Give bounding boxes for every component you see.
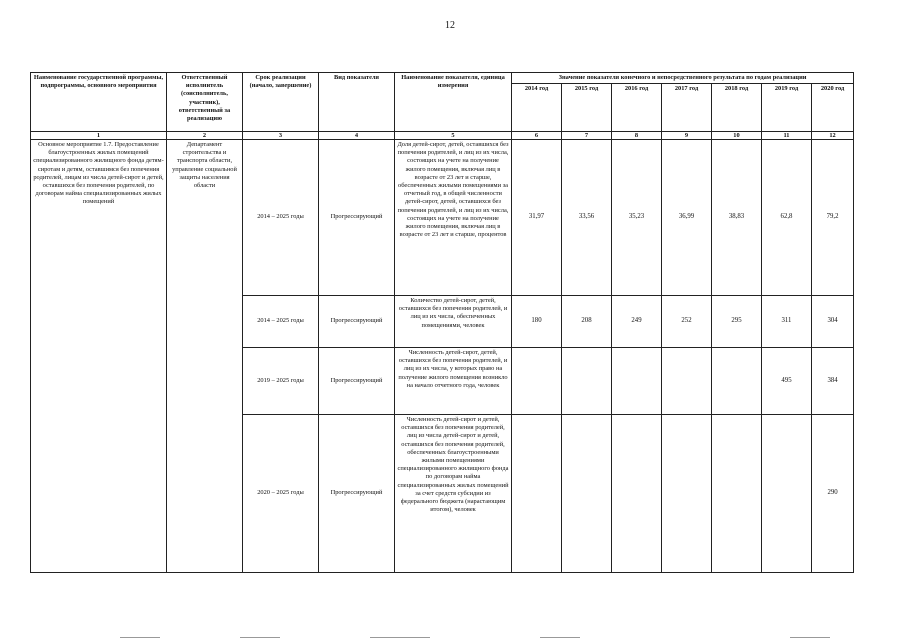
column-number: 9 — [662, 132, 712, 140]
value-cell — [512, 348, 562, 415]
column-number: 8 — [612, 132, 662, 140]
value-cell: 208 — [562, 296, 612, 348]
value-cell — [612, 348, 662, 415]
results-table — [30, 72, 854, 573]
value-cell: 295 — [712, 296, 762, 348]
value-cell: 62,8 — [762, 140, 812, 296]
header-responsible: Ответственный исполнитель (соисполнитель, участник), ответственный за реализацию — [167, 73, 243, 132]
header-year: 2018 год — [712, 84, 762, 132]
scan-mark — [120, 637, 160, 638]
header-year: 2019 год — [762, 84, 812, 132]
header-indicator-type: Вид показателя — [319, 73, 395, 132]
scan-mark — [540, 637, 580, 638]
indicator-type-cell: Прогрессирующий — [319, 415, 395, 573]
column-number: 2 — [167, 132, 243, 140]
value-cell: 33,56 — [562, 140, 612, 296]
value-cell — [512, 415, 562, 573]
period-cell: 2014 – 2025 годы — [243, 140, 319, 296]
value-cell — [562, 348, 612, 415]
table-row — [31, 140, 854, 296]
column-number: 3 — [243, 132, 319, 140]
value-cell: 31,97 — [512, 140, 562, 296]
value-cell — [712, 415, 762, 573]
indicator-name-cell: Доля детей-сирот, детей, оставшихся без попечения родителей, и лиц из их числа, состоящих на учете на получение жилого помещения, включая лиц в возрасте от 23 лет и старше, обеспеченных жилыми помещениями за отчетный год, в общей численности детей-сирот, детей, оставшихся без попечения родителей, и лиц из их числа, состоящих на учете на получение жилого помещения, включая лиц в возрасте от 23 лет и старше, процентов — [395, 140, 512, 296]
value-cell: 290 — [812, 415, 854, 573]
indicator-type-cell: Прогрессирующий — [319, 348, 395, 415]
header-year: 2014 год — [512, 84, 562, 132]
period-cell: 2014 – 2025 годы — [243, 296, 319, 348]
value-cell — [662, 415, 712, 573]
value-cell: 311 — [762, 296, 812, 348]
period-cell: 2020 – 2025 годы — [243, 415, 319, 573]
scan-mark — [370, 637, 430, 638]
value-cell — [612, 415, 662, 573]
indicator-name-cell: Численность детей-сирот и детей, оставшихся без попечения родителей, лиц из числа детей-сирот и детей, оставшихся без попечения родителей, обеспеченных благоустроенными жилыми помещениями специализированного жилищного фонда по договорам найма специализированных жилых помещений за счет средств субсидии из федерального бюджета (нарастающим итогом), человек — [395, 415, 512, 573]
indicator-name-cell: Количество детей-сирот, детей, оставшихся без попечения родителей, и лиц из их числа, обеспеченных помещениями, человек — [395, 296, 512, 348]
value-cell: 304 — [812, 296, 854, 348]
indicator-type-cell: Прогрессирующий — [319, 296, 395, 348]
column-number: 10 — [712, 132, 762, 140]
activity-name: Основное мероприятие 1.7. Предоставление благоустроенных жилых помещений специализированного жилищного фонда детям-сиротам и детям, оставшимся без попечения родителей, лицам из числа детей-сирот и детей, оставшихся без попечения родителей, по договорам найма специализированных жилых помещений — [31, 140, 167, 573]
column-number: 6 — [512, 132, 562, 140]
column-number: 5 — [395, 132, 512, 140]
value-cell: 252 — [662, 296, 712, 348]
header-year: 2020 год — [812, 84, 854, 132]
value-cell: 249 — [612, 296, 662, 348]
indicator-name-cell: Численность детей-сирот, детей, оставшихся без попечения родителей, и лиц из их числа, у которых право на получение жилого помещения возникло на начало отчетного года, человек — [395, 348, 512, 415]
column-number: 4 — [319, 132, 395, 140]
header-year: 2016 год — [612, 84, 662, 132]
column-number: 12 — [812, 132, 854, 140]
header-indicator-name: Наименование показателя, единица измерения — [395, 73, 512, 132]
period-cell: 2019 – 2025 годы — [243, 348, 319, 415]
header-period: Срок реализации (начало, завершение) — [243, 73, 319, 132]
column-numbers-row — [31, 132, 854, 140]
scan-mark — [240, 637, 280, 638]
responsible-executor: Департамент строительства и транспорта области, управление социальной защиты населения области — [167, 140, 243, 573]
value-cell: 384 — [812, 348, 854, 415]
value-cell: 495 — [762, 348, 812, 415]
header-values-group: Значение показателя конечного и непосредственного результата по годам реализации — [512, 73, 854, 84]
value-cell — [662, 348, 712, 415]
page-number: 12 — [445, 20, 455, 31]
column-number: 11 — [762, 132, 812, 140]
indicator-type-cell: Прогрессирующий — [319, 140, 395, 296]
column-number: 1 — [31, 132, 167, 140]
header-name: Наименование государственной программы, подпрограммы, основного мероприятия — [31, 73, 167, 132]
column-number: 7 — [562, 132, 612, 140]
value-cell: 35,23 — [612, 140, 662, 296]
header-year: 2015 год — [562, 84, 612, 132]
value-cell: 180 — [512, 296, 562, 348]
value-cell: 79,2 — [812, 140, 854, 296]
value-cell — [562, 415, 612, 573]
value-cell: 36,99 — [662, 140, 712, 296]
value-cell — [762, 415, 812, 573]
value-cell — [712, 348, 762, 415]
header-year: 2017 год — [662, 84, 712, 132]
value-cell: 38,83 — [712, 140, 762, 296]
scan-mark — [790, 637, 830, 638]
